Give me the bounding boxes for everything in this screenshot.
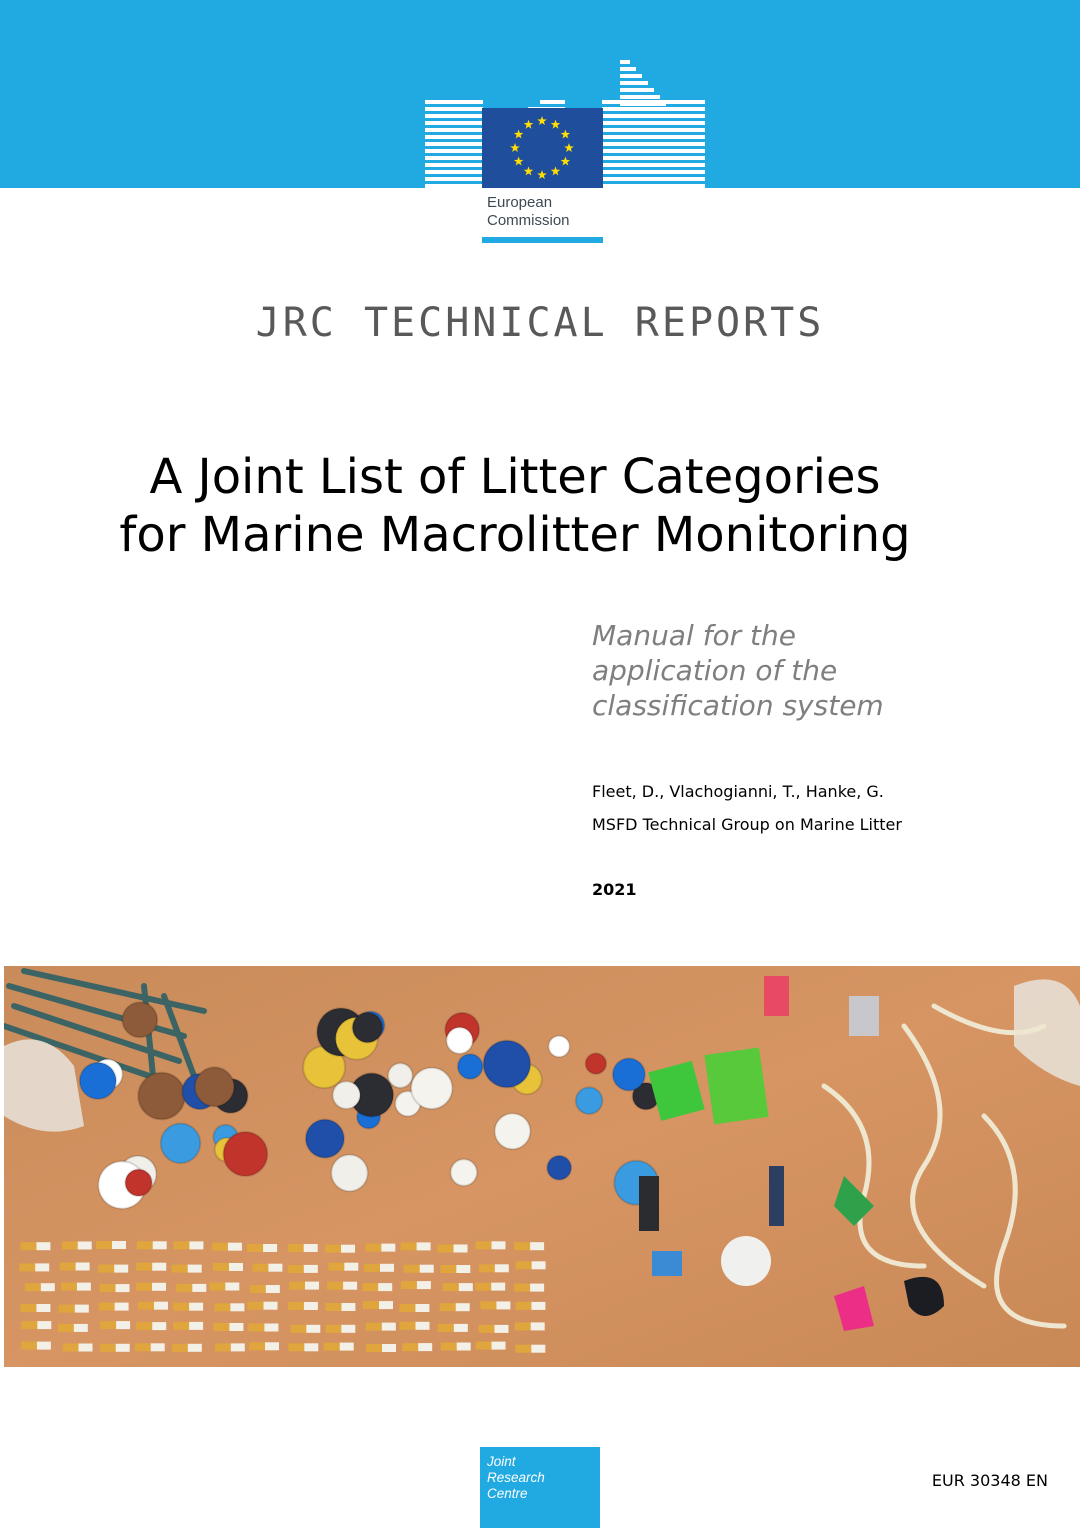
report-subtitle-line2: application of the bbox=[592, 654, 838, 687]
publication-year: 2021 bbox=[592, 880, 637, 899]
report-title bbox=[60, 448, 970, 564]
series-title: JRC TECHNICAL REPORTS bbox=[255, 300, 825, 346]
report-subtitle-line1: Manual for the bbox=[592, 619, 796, 652]
jrc-logo-line3: Centre bbox=[487, 1486, 528, 1501]
jrc-logo-line1: Joint bbox=[487, 1454, 516, 1469]
jrc-logo-text bbox=[487, 1454, 545, 1502]
report-title-line1: A Joint List of Litter Categories bbox=[149, 449, 881, 505]
report-subtitle-line3: classification system bbox=[592, 689, 884, 722]
ec-logo-label-line2: Commission bbox=[487, 212, 570, 229]
ec-logo-label-line1: European bbox=[487, 194, 553, 211]
jrc-logo bbox=[480, 1447, 600, 1528]
cover-photo bbox=[4, 966, 1080, 1367]
ec-logo-label bbox=[487, 194, 570, 230]
authors: Fleet, D., Vlachogianni, T., Hanke, G. bbox=[592, 782, 884, 801]
report-number: EUR 30348 EN bbox=[931, 1471, 1048, 1490]
report-title-line2: for Marine Macrolitter Monitoring bbox=[119, 507, 911, 563]
jrc-logo-line2: Research bbox=[487, 1470, 545, 1485]
report-subtitle bbox=[592, 618, 1012, 723]
ec-logo-underline bbox=[482, 237, 603, 243]
author-group: MSFD Technical Group on Marine Litter bbox=[592, 815, 902, 834]
